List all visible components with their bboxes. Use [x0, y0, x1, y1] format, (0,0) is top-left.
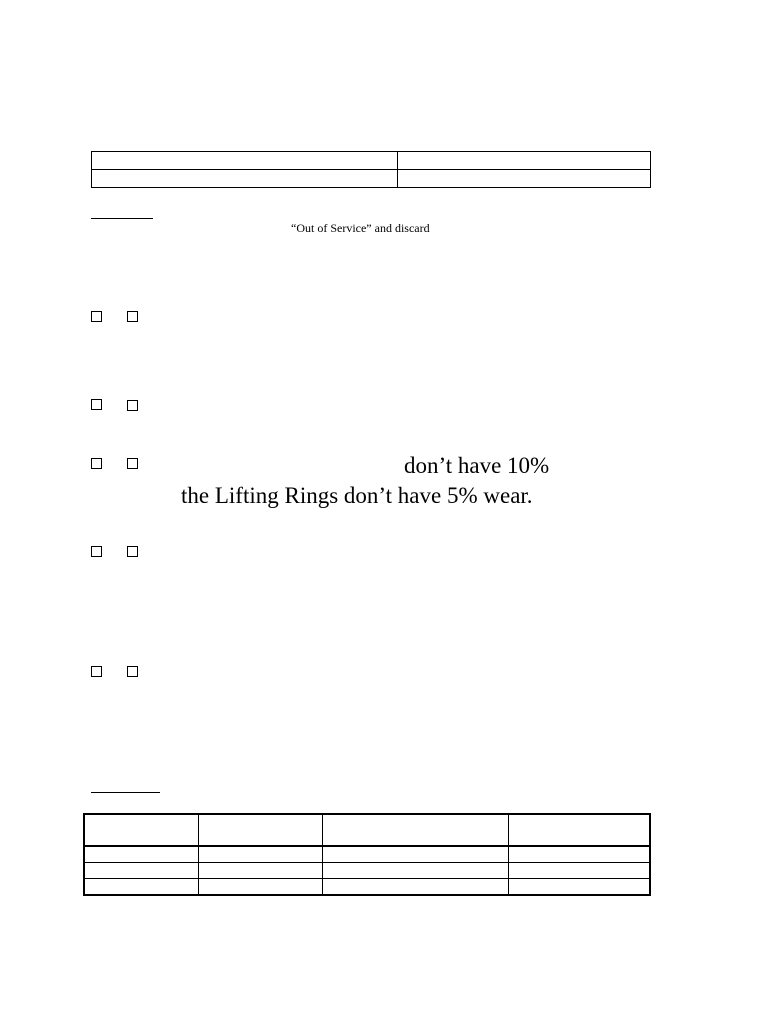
table-cell	[509, 846, 651, 863]
checkbox-no[interactable]	[127, 666, 138, 677]
table-row	[84, 879, 650, 896]
table-cell	[84, 879, 199, 896]
table-cell	[398, 170, 651, 188]
table-row	[84, 863, 650, 879]
table-header-cell	[199, 814, 323, 846]
wear-criteria-line-2: the Lifting Rings don’t have 5% wear.	[181, 483, 533, 508]
table-header-row	[84, 814, 650, 846]
table-cell	[398, 152, 651, 170]
checkbox-yes[interactable]	[91, 458, 102, 469]
checkbox-yes[interactable]	[91, 311, 102, 322]
table-cell	[92, 170, 398, 188]
table-cell	[323, 846, 509, 863]
checkbox-yes[interactable]	[91, 546, 102, 557]
table-cell	[199, 879, 323, 896]
table-header-cell	[509, 814, 651, 846]
checkbox-yes[interactable]	[91, 666, 102, 677]
table-cell	[323, 879, 509, 896]
table-row	[92, 152, 651, 170]
table-cell	[84, 863, 199, 879]
table-cell	[323, 863, 509, 879]
table-cell	[84, 846, 199, 863]
table-cell	[199, 846, 323, 863]
checkbox-no[interactable]	[127, 311, 138, 322]
inspection-log-table	[83, 813, 651, 896]
section-heading-underline	[91, 792, 160, 793]
table-cell	[509, 879, 651, 896]
out-of-service-note: “Out of Service” and discard	[291, 221, 430, 235]
table-header-cell	[84, 814, 199, 846]
table-cell	[92, 152, 398, 170]
checkbox-no[interactable]	[127, 546, 138, 557]
checkbox-no[interactable]	[127, 400, 138, 411]
checkbox-yes[interactable]	[91, 399, 102, 410]
table-cell	[509, 863, 651, 879]
table-header-cell	[323, 814, 509, 846]
table-row	[84, 846, 650, 863]
section-heading-underline	[91, 218, 153, 219]
table-row	[92, 170, 651, 188]
top-info-table	[91, 151, 651, 188]
checkbox-no[interactable]	[127, 458, 138, 469]
wear-criteria-line-1: don’t have 10%	[404, 453, 550, 478]
table-cell	[199, 863, 323, 879]
